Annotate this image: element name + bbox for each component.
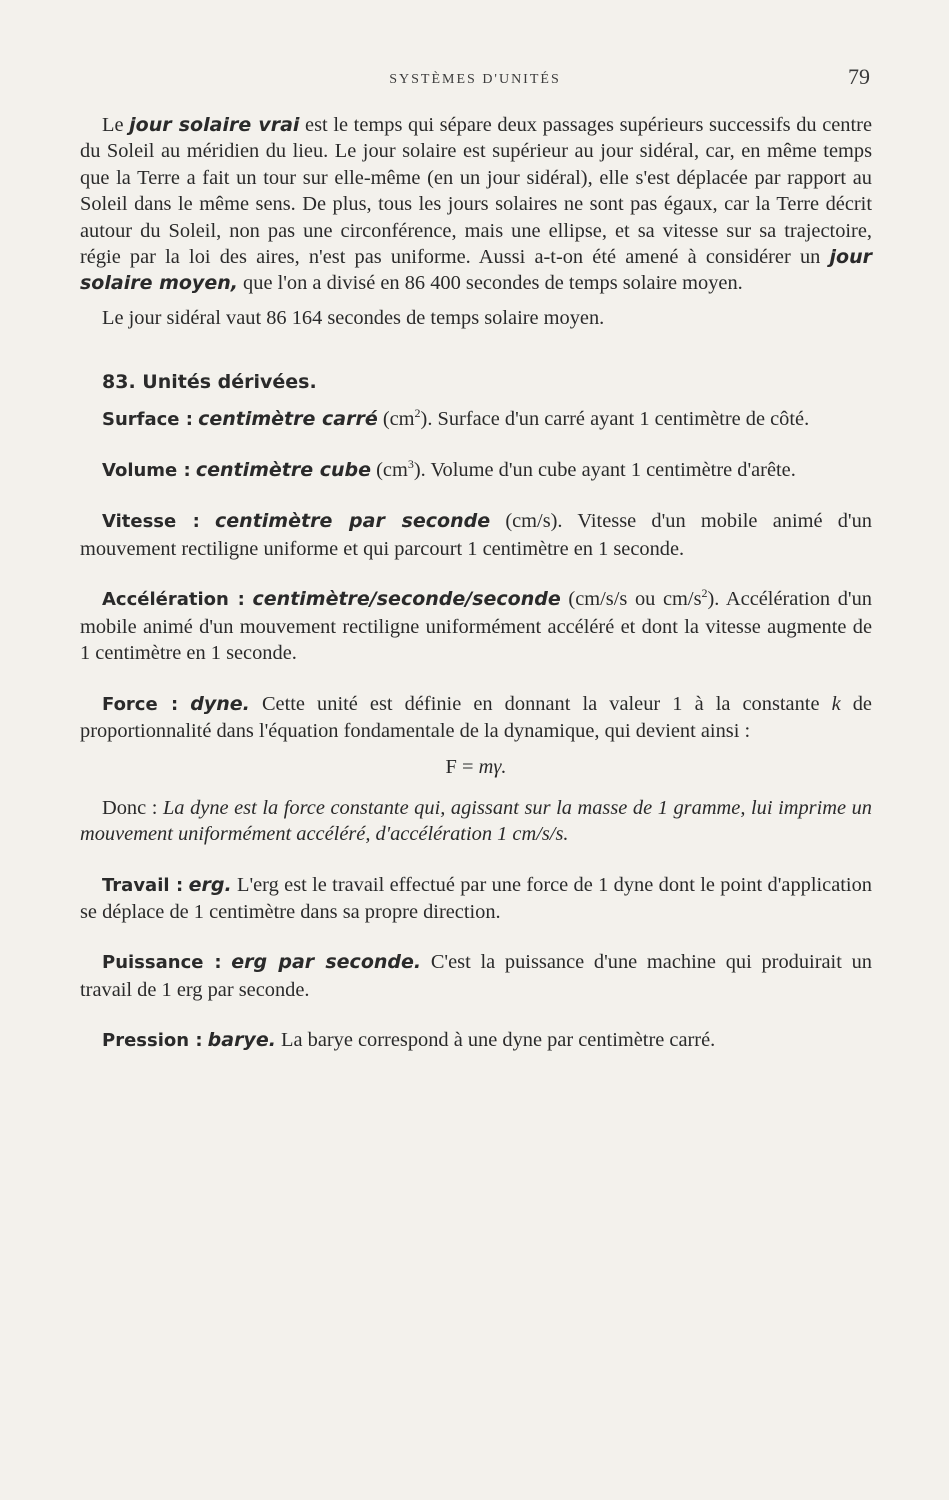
definition-travail <box>80 872 872 926</box>
term-travail: Travail : <box>102 874 184 896</box>
term-jour-solaire-vrai: jour solaire vrai <box>129 114 300 136</box>
running-head <box>80 64 870 94</box>
page-number: 79 <box>848 64 870 89</box>
definition-text: de proportionnalité dans l'équation fondamentale de la dynamique, qui devient ainsi : <box>80 692 872 742</box>
formula-rhs: mγ. <box>478 756 507 779</box>
term-volume: Volume : <box>102 460 191 482</box>
running-title: SYSTÈMES D'UNITÉS <box>389 72 561 87</box>
unit-acceleration: centimètre/seconde/seconde <box>252 588 561 611</box>
definition-acceleration <box>80 586 872 666</box>
superscript: 2 <box>701 586 708 601</box>
unit-puissance: erg par seconde. <box>231 951 422 974</box>
unit-force: dyne. <box>190 692 250 715</box>
definition-text: La barye correspond à une dyne par centimètre carré. <box>275 1029 716 1052</box>
definition-volume <box>80 457 872 484</box>
term-puissance: Puissance : <box>102 952 222 974</box>
unit-surface: centimètre carré <box>198 407 378 430</box>
definition-surface <box>80 406 872 433</box>
superscript: 3 <box>407 457 414 472</box>
superscript: 2 <box>414 405 421 420</box>
unit-abbr-end: ). <box>413 459 426 482</box>
definition-vitesse <box>80 508 872 562</box>
donc-label: Donc : <box>102 796 163 819</box>
unit-abbr-end: ). <box>707 588 720 611</box>
formula <box>80 754 872 780</box>
unit-vitesse: centimètre par seconde <box>215 510 491 533</box>
definition-force <box>80 691 872 745</box>
unit-abbr: (cm/s). <box>505 510 563 533</box>
page-content <box>80 112 872 1055</box>
definition-text: Accélération d'un mobile animé d'un mouvement rectiligne uniformément accéléré et dont la vitesse augmente de 1 centimètre en 1 seconde. <box>80 588 872 665</box>
definition-puissance <box>80 949 872 1003</box>
text-run: est le temps qui sépare deux passages supérieurs successifs du centre du Soleil au méridien du lieu. Le jour solaire est supérieur au jour sidéral, car, en même temps que la Terre a fait un tour sur elle-même (en un jour sidéral), elle s'est déplacée par rapport au Soleil dans le même sens. De plus, tous les jours solaires ne sont pas égaux, car la Terre décrit autour du Soleil, non pas une circonférence, mais une ellipse, et sa vitesse sur sa trajectoire, régie par la loi des aires, n'est pas uniforme. Aussi a-t-on été amené à considérer un <box>80 114 873 269</box>
text-run: Le <box>102 114 130 136</box>
definition-text: C'est la puissance d'une machine qui produirait un travail de 1 erg par seconde. <box>80 951 872 1001</box>
term-force: Force : <box>102 693 179 715</box>
paragraph-jour-sideral: Le jour sidéral vaut 86 164 secondes de temps solaire moyen. <box>102 306 605 329</box>
definition-text: Vitesse d'un mobile animé d'un mouvement rectiligne uniforme et qui parcourt 1 centimètre en 1 seconde. <box>80 510 872 560</box>
definition-dyne <box>80 795 872 848</box>
term-surface: Surface : <box>102 408 193 430</box>
unit-volume: centimètre cube <box>195 459 372 482</box>
definition-pression <box>80 1027 872 1054</box>
term-vitesse: Vitesse : <box>102 511 200 533</box>
formula-lhs: F = <box>445 756 479 779</box>
dyne-definition-text: La dyne est la force constante qui, agissant sur la masse de 1 gramme, lui imprime un mouvement uniformément accéléré, d'accélération 1 cm/s/s. <box>80 796 872 846</box>
unit-abbr: (cm <box>376 459 408 482</box>
unit-travail: erg. <box>188 873 232 896</box>
paragraph-jour-solaire <box>80 112 872 297</box>
unit-pression: barye. <box>207 1029 276 1052</box>
section-title: 83. Unités dérivées. <box>102 371 317 394</box>
unit-abbr: (cm/s/s ou cm/s <box>568 588 702 611</box>
constant-k: k <box>831 692 841 715</box>
definition-text: L'erg est le travail effectué par une force de 1 dyne dont le point d'application se déplace de 1 centimètre dans sa propre direction. <box>80 873 872 923</box>
term-pression: Pression : <box>102 1030 203 1052</box>
text-run: que l'on a divisé en 86 400 secondes de temps solaire moyen. <box>237 272 743 295</box>
term-jour-solaire-moyen: jour solaire moyen, <box>80 246 872 295</box>
unit-abbr-end: ). <box>420 407 433 430</box>
definition-text: Surface d'un carré ayant 1 centimètre de côté. <box>432 407 810 430</box>
term-acceleration: Accélération : <box>102 589 245 611</box>
definition-text: Volume d'un cube ayant 1 centimètre d'arête. <box>425 459 796 482</box>
definition-text: Cette unité est définie en donnant la valeur 1 à la constante <box>249 692 832 715</box>
unit-abbr: (cm <box>382 407 415 430</box>
